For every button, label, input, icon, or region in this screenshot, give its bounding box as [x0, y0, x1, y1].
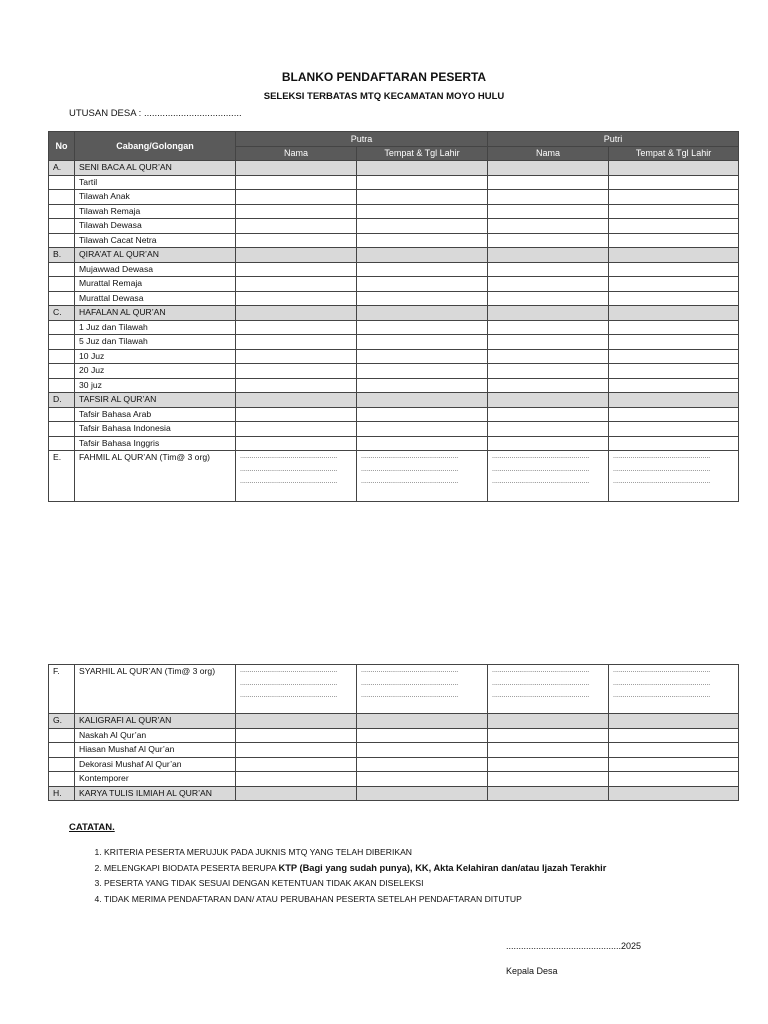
section-row — [49, 248, 739, 263]
section-no: B. — [49, 248, 75, 263]
section-name: SENI BACA AL QUR’AN — [75, 161, 236, 176]
entry-cell[interactable] — [236, 772, 357, 787]
dotted-line: .................................................. — [240, 478, 338, 485]
entry-cell[interactable] — [609, 743, 739, 758]
category-name: Murattal Dewasa — [75, 291, 236, 306]
dotted-line: .................................................. — [492, 453, 590, 460]
entry-cell[interactable] — [488, 175, 609, 190]
entry-cell[interactable] — [357, 306, 488, 321]
entry-cell[interactable] — [609, 349, 739, 364]
entry-cell[interactable] — [357, 175, 488, 190]
entry-cell[interactable] — [357, 320, 488, 335]
category-name: Murattal Remaja — [75, 277, 236, 292]
entry-cell[interactable] — [236, 262, 357, 277]
entry-cell[interactable] — [609, 422, 739, 437]
dotted-line: .................................................. — [613, 465, 711, 473]
section-name: KARYA TULIS ILMIAH AL QUR’AN — [75, 786, 236, 801]
entry-cell[interactable] — [609, 320, 739, 335]
category-name: 1 Juz dan Tilawah — [75, 320, 236, 335]
entry-cell[interactable] — [357, 190, 488, 205]
catatan-heading: CATATAN. — [69, 822, 115, 833]
page-title: BLANKO PENDAFTARAN PESERTA — [281, 70, 487, 84]
dotted-line: .................................................. — [613, 679, 711, 687]
entry-cell[interactable] — [488, 772, 609, 787]
header-putri-tempat: Tempat & Tgl Lahir — [609, 146, 739, 161]
entry-cell[interactable] — [488, 364, 609, 379]
section-row — [49, 786, 739, 801]
entry-cell[interactable] — [357, 364, 488, 379]
entry-cell[interactable] — [609, 190, 739, 205]
section-no: D. — [49, 393, 75, 408]
row-no — [49, 277, 75, 292]
entry-cell[interactable] — [488, 335, 609, 350]
entry-cell[interactable] — [357, 349, 488, 364]
team-entry-cell[interactable] — [357, 665, 488, 714]
header-putri: Putri — [488, 132, 739, 147]
category-row — [49, 291, 739, 306]
entry-cell[interactable] — [609, 277, 739, 292]
category-name: Tilawah Remaja — [75, 204, 236, 219]
row-no — [49, 364, 75, 379]
dotted-line: .................................................. — [240, 679, 338, 687]
category-name: 10 Juz — [75, 349, 236, 364]
entry-cell[interactable] — [488, 190, 609, 205]
note-item: 3. PESERTA YANG TIDAK SESUAI DENGAN KETENTUAN TIDAK AKAN DISELEKSI — [104, 876, 744, 892]
entry-cell[interactable] — [236, 233, 357, 248]
entry-cell[interactable] — [357, 743, 488, 758]
entry-cell[interactable] — [357, 161, 488, 176]
category-name: 30 juz — [75, 378, 236, 393]
entry-cell[interactable] — [609, 335, 739, 350]
row-no — [49, 436, 75, 451]
category-row — [49, 728, 739, 743]
section-row — [49, 393, 739, 408]
dotted-line: .................................................. — [613, 667, 711, 674]
entry-cell[interactable] — [609, 407, 739, 422]
section-row — [49, 451, 739, 502]
team-entry-cell[interactable] — [236, 665, 357, 714]
entry-cell[interactable] — [609, 219, 739, 234]
category-name: Tilawah Cacat Netra — [75, 233, 236, 248]
dotted-line: .................................................. — [240, 667, 338, 674]
entry-cell[interactable] — [236, 335, 357, 350]
row-no — [49, 233, 75, 248]
entry-cell[interactable] — [609, 364, 739, 379]
section-name: FAHMIL AL QUR’AN (Tim@ 3 org) — [75, 451, 236, 502]
entry-cell[interactable] — [357, 786, 488, 801]
section-no: E. — [49, 451, 75, 502]
entry-cell[interactable] — [236, 422, 357, 437]
category-name: Dekorasi Mushaf Al Qur’an — [75, 757, 236, 772]
category-row — [49, 422, 739, 437]
entry-cell[interactable] — [609, 233, 739, 248]
header-putra: Putra — [236, 132, 488, 147]
dotted-line: .................................................. — [240, 453, 338, 460]
entry-cell[interactable] — [488, 714, 609, 729]
dotted-line: .................................................. — [492, 478, 590, 485]
category-row — [49, 320, 739, 335]
section-name: KALIGRAFI AL QUR’AN — [75, 714, 236, 729]
dotted-line: .................................................. — [492, 692, 590, 699]
row-no — [49, 772, 75, 787]
dotted-line: .................................................. — [361, 465, 459, 473]
category-row — [49, 364, 739, 379]
section-row — [49, 665, 739, 714]
team-entry-cell[interactable] — [609, 665, 739, 714]
team-entry-cell[interactable] — [236, 451, 357, 502]
section-no: G. — [49, 714, 75, 729]
category-row — [49, 175, 739, 190]
entry-cell[interactable] — [236, 407, 357, 422]
dotted-line: .................................................. — [361, 478, 459, 485]
category-row — [49, 233, 739, 248]
entry-cell[interactable] — [236, 757, 357, 772]
entry-cell[interactable] — [488, 422, 609, 437]
section-name: QIRA’AT AL QUR’AN — [75, 248, 236, 263]
entry-cell[interactable] — [488, 219, 609, 234]
entry-cell[interactable] — [488, 757, 609, 772]
dotted-line: .................................................. — [361, 453, 459, 460]
category-name: Hiasan Mushaf Al Qur’an — [75, 743, 236, 758]
entry-cell[interactable] — [357, 728, 488, 743]
note-item: 2. MELENGKAPI BIODATA PESERTA BERUPA KTP (Bagi yang sudah punya), KK, Akta Kelahiran dan/atau Ijazah Terakhir — [104, 861, 744, 877]
category-row — [49, 772, 739, 787]
entry-cell[interactable] — [488, 161, 609, 176]
entry-cell[interactable] — [357, 393, 488, 408]
category-row — [49, 190, 739, 205]
dotted-line: .................................................. — [492, 465, 590, 473]
entry-cell[interactable] — [357, 757, 488, 772]
entry-cell[interactable] — [609, 291, 739, 306]
header-putra-nama: Nama — [236, 146, 357, 161]
category-row — [49, 277, 739, 292]
entry-cell[interactable] — [609, 714, 739, 729]
category-row — [49, 262, 739, 277]
row-no — [49, 320, 75, 335]
note-item: 1. KRITERIA PESERTA MERUJUK PADA JUKNIS MTQ YANG TELAH DIBERIKAN — [104, 845, 744, 861]
team-entry-cell[interactable] — [488, 665, 609, 714]
entry-cell[interactable] — [357, 277, 488, 292]
signer-label: Kepala Desa — [506, 966, 558, 976]
section-row — [49, 714, 739, 729]
header-putri-nama: Nama — [488, 146, 609, 161]
entry-cell[interactable] — [236, 248, 357, 263]
entry-cell[interactable] — [609, 772, 739, 787]
entry-cell[interactable] — [609, 436, 739, 451]
row-no — [49, 757, 75, 772]
entry-cell[interactable] — [488, 393, 609, 408]
entry-cell[interactable] — [488, 728, 609, 743]
entry-cell[interactable] — [357, 422, 488, 437]
dotted-line: .................................................. — [613, 478, 711, 485]
registration-table-part1 — [48, 131, 739, 502]
entry-cell[interactable] — [609, 757, 739, 772]
row-no — [49, 291, 75, 306]
row-no — [49, 378, 75, 393]
category-row — [49, 204, 739, 219]
row-no — [49, 262, 75, 277]
team-entry-cell[interactable] — [488, 451, 609, 502]
entry-cell[interactable] — [488, 262, 609, 277]
entry-cell[interactable] — [357, 219, 488, 234]
entry-cell[interactable] — [236, 349, 357, 364]
header-cabang: Cabang/Golongan — [75, 132, 236, 161]
entry-cell[interactable] — [609, 161, 739, 176]
category-name: Kontemporer — [75, 772, 236, 787]
entry-cell[interactable] — [236, 161, 357, 176]
entry-cell[interactable] — [236, 320, 357, 335]
team-entry-cell[interactable] — [609, 451, 739, 502]
row-no — [49, 728, 75, 743]
entry-cell[interactable] — [357, 436, 488, 451]
entry-cell[interactable] — [488, 378, 609, 393]
row-no — [49, 349, 75, 364]
entry-cell[interactable] — [357, 772, 488, 787]
category-name: Tilawah Anak — [75, 190, 236, 205]
category-name: Tafsir Bahasa Inggris — [75, 436, 236, 451]
category-name: Mujawwad Dewasa — [75, 262, 236, 277]
entry-cell[interactable] — [609, 786, 739, 801]
dotted-line: .................................................. — [613, 453, 711, 460]
dotted-line: .................................................. — [361, 679, 459, 687]
entry-cell[interactable] — [609, 248, 739, 263]
entry-cell[interactable] — [357, 714, 488, 729]
category-name: Tilawah Dewasa — [75, 219, 236, 234]
entry-cell[interactable] — [609, 175, 739, 190]
entry-cell[interactable] — [236, 393, 357, 408]
category-row — [49, 436, 739, 451]
row-no — [49, 743, 75, 758]
category-name: 20 Juz — [75, 364, 236, 379]
entry-cell[interactable] — [488, 436, 609, 451]
row-no — [49, 407, 75, 422]
entry-cell[interactable] — [488, 786, 609, 801]
entry-cell[interactable] — [236, 743, 357, 758]
entry-cell[interactable] — [488, 248, 609, 263]
section-no: A. — [49, 161, 75, 176]
category-row — [49, 335, 739, 350]
entry-cell[interactable] — [236, 436, 357, 451]
entry-cell[interactable] — [236, 786, 357, 801]
row-no — [49, 219, 75, 234]
entry-cell[interactable] — [236, 714, 357, 729]
category-name: Tartil — [75, 175, 236, 190]
row-no — [49, 204, 75, 219]
entry-cell[interactable] — [236, 378, 357, 393]
entry-cell[interactable] — [357, 335, 488, 350]
entry-cell[interactable] — [488, 306, 609, 321]
entry-cell[interactable] — [488, 277, 609, 292]
entry-cell[interactable] — [236, 219, 357, 234]
section-no: F. — [49, 665, 75, 714]
note-item: 4. TIDAK MERIMA PENDAFTARAN DAN/ ATAU PERUBAHAN PESERTA SETELAH PENDAFTARAN DITUTUP — [104, 892, 744, 908]
row-no — [49, 335, 75, 350]
entry-cell[interactable] — [357, 378, 488, 393]
entry-cell[interactable] — [488, 291, 609, 306]
entry-cell[interactable] — [236, 190, 357, 205]
team-entry-cell[interactable] — [357, 451, 488, 502]
entry-cell[interactable] — [609, 204, 739, 219]
section-no: H. — [49, 786, 75, 801]
dotted-line: .................................................. — [492, 679, 590, 687]
utusan-desa-field[interactable]: UTUSAN DESA : ..................................... — [69, 108, 242, 119]
entry-cell[interactable] — [236, 728, 357, 743]
entry-cell[interactable] — [488, 743, 609, 758]
entry-cell[interactable] — [357, 262, 488, 277]
entry-cell[interactable] — [236, 175, 357, 190]
dotted-line: .................................................. — [361, 667, 459, 674]
entry-cell[interactable] — [357, 291, 488, 306]
dotted-line: .................................................. — [492, 667, 590, 674]
date-line[interactable]: ..............................................2025 — [506, 941, 642, 951]
section-name: TAFSIR AL QUR’AN — [75, 393, 236, 408]
entry-cell[interactable] — [609, 393, 739, 408]
entry-cell[interactable] — [236, 306, 357, 321]
category-name: 5 Juz dan Tilawah — [75, 335, 236, 350]
registration-table-part2 — [48, 664, 739, 801]
entry-cell[interactable] — [609, 306, 739, 321]
category-name: Naskah Al Qur’an — [75, 728, 236, 743]
entry-cell[interactable] — [236, 277, 357, 292]
entry-cell[interactable] — [357, 204, 488, 219]
entry-cell[interactable] — [609, 378, 739, 393]
dotted-line: .................................................. — [361, 692, 459, 699]
dotted-line: .................................................. — [240, 692, 338, 699]
entry-cell[interactable] — [488, 407, 609, 422]
entry-cell[interactable] — [236, 204, 357, 219]
entry-cell[interactable] — [488, 204, 609, 219]
entry-cell[interactable] — [357, 233, 488, 248]
entry-cell[interactable] — [609, 728, 739, 743]
row-no — [49, 190, 75, 205]
entry-cell[interactable] — [357, 248, 488, 263]
section-no: C. — [49, 306, 75, 321]
header-putra-tempat: Tempat & Tgl Lahir — [357, 146, 488, 161]
entry-cell[interactable] — [609, 262, 739, 277]
entry-cell[interactable] — [236, 364, 357, 379]
dotted-line: .................................................. — [613, 692, 711, 699]
entry-cell[interactable] — [236, 291, 357, 306]
notes-list — [88, 845, 744, 907]
category-row — [49, 743, 739, 758]
entry-cell[interactable] — [357, 407, 488, 422]
category-name: Tafsir Bahasa Indonesia — [75, 422, 236, 437]
section-name: SYARHIL AL QUR’AN (Tim@ 3 org) — [75, 665, 236, 714]
entry-cell[interactable] — [488, 349, 609, 364]
category-row — [49, 757, 739, 772]
category-row — [49, 378, 739, 393]
dotted-line: .................................................. — [240, 465, 338, 473]
section-name: HAFALAN AL QUR’AN — [75, 306, 236, 321]
row-no — [49, 175, 75, 190]
section-row — [49, 161, 739, 176]
page-subtitle: SELEKSI TERBATAS MTQ KECAMATAN MOYO HULU — [263, 91, 505, 102]
category-name: Tafsir Bahasa Arab — [75, 407, 236, 422]
category-row — [49, 407, 739, 422]
header-no: No — [49, 132, 75, 161]
category-row — [49, 349, 739, 364]
section-row — [49, 306, 739, 321]
category-row — [49, 219, 739, 234]
row-no — [49, 422, 75, 437]
entry-cell[interactable] — [488, 233, 609, 248]
entry-cell[interactable] — [488, 320, 609, 335]
note-required-docs: KTP (Bagi yang sudah punya), KK, Akta Kelahiran dan/atau Ijazah Terakhir — [278, 862, 607, 873]
